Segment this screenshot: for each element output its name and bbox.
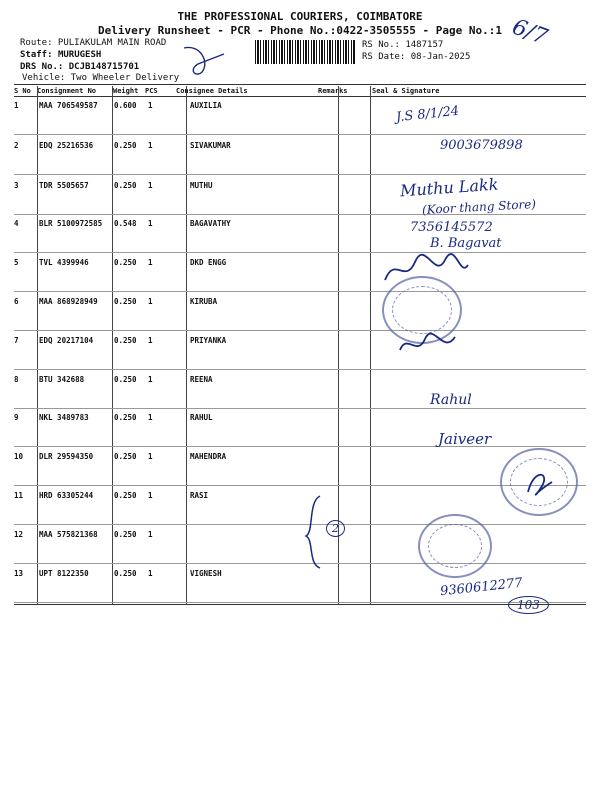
cell-consignment: MAA 575821368	[39, 530, 98, 539]
bracket-mark	[300, 492, 330, 572]
cell-consignment: EDQ 20217104	[39, 336, 94, 345]
cell-weight: 0.548	[114, 219, 137, 228]
cell-weight: 0.250	[114, 375, 137, 384]
cell-consignee: PRIYANKA	[190, 336, 227, 345]
cell-pcs: 1	[148, 452, 153, 461]
staff-line	[20, 50, 101, 60]
cell-consignee: RASI	[190, 491, 209, 500]
cell-consignment: BLR 5100972585	[39, 219, 103, 228]
cell-pcs: 1	[148, 101, 153, 110]
cell-consignee: SIVAKUMAR	[190, 141, 231, 150]
cell-consignment: MAA 706549587	[39, 101, 98, 110]
col-header-consignee: Consignee Details	[176, 87, 248, 95]
col-header-weight: Weight	[113, 87, 139, 95]
col-divider	[112, 86, 113, 604]
corner-annotation: 6/7	[508, 14, 551, 51]
cell-pcs: 1	[148, 491, 153, 500]
cell-weight: 0.250	[114, 530, 137, 539]
cell-sno: 12	[14, 530, 24, 539]
cell-consignee: DKD ENGG	[190, 258, 227, 267]
signature-row-3: Muthu Lakk	[399, 174, 499, 201]
col-divider	[370, 86, 371, 604]
col-header-pcs: PCS	[145, 87, 158, 95]
cell-consignment: DLR 29594350	[39, 452, 94, 461]
col-header-sno: S No	[14, 87, 31, 95]
circled-mark-row-12: 2	[326, 520, 345, 537]
cell-consignee: KIRUBA	[190, 297, 218, 306]
row-divider	[14, 252, 586, 253]
staff-label: Staff:	[20, 50, 53, 60]
cell-consignment: NKL 3489783	[39, 413, 89, 422]
signature-scribble-row-11	[520, 462, 560, 502]
cell-consignee: REENA	[190, 375, 213, 384]
vehicle-text: Vehicle: Two Wheeler Delivery	[22, 73, 180, 83]
row-divider	[14, 369, 586, 370]
col-header-consignment: Consignment No	[37, 87, 97, 95]
row-divider	[14, 291, 586, 292]
cell-consignee: RAHUL	[190, 413, 213, 422]
phone-row-2: 9003679898	[440, 138, 523, 153]
row-divider	[14, 602, 586, 603]
signature-row-1: J.S 8/1/24	[395, 103, 460, 126]
cell-sno: 3	[14, 181, 19, 190]
cell-sno: 11	[14, 491, 24, 500]
signature-row-9: Rahul	[430, 392, 472, 408]
circled-count-row-13: 103	[508, 596, 549, 614]
signature-row-10: Jaiveer	[438, 430, 492, 448]
cell-consignee: VIGNESH	[190, 569, 222, 578]
cell-consignee: MAHENDRA	[190, 452, 227, 461]
cell-pcs: 1	[148, 258, 153, 267]
cell-sno: 9	[14, 413, 19, 422]
cell-consignee: AUXILIA	[190, 101, 222, 110]
company-title: THE PROFESSIONAL COURIERS, COIMBATORE	[177, 10, 423, 23]
col-divider	[37, 86, 38, 604]
cell-sno: 4	[14, 219, 19, 228]
phone-row-4: 7356145572	[410, 220, 493, 235]
cell-weight: 0.250	[114, 141, 137, 150]
table-bottom-rule	[14, 604, 586, 605]
row-divider	[14, 214, 586, 215]
route-text: Route: PULIAKULAM MAIN ROAD	[20, 38, 167, 48]
runsheet-subtitle: Delivery Runsheet - PCR - Phone No.:0422-3505555 - Page No.:1	[98, 24, 502, 37]
barcode	[255, 40, 355, 64]
signature-scribble-row-7	[395, 325, 465, 365]
rs-date: RS Date: 08-Jan-2025	[362, 52, 471, 62]
staff-name: MURUGESH	[57, 50, 102, 60]
cell-consignment: UPT 8122350	[39, 569, 89, 578]
row-divider	[14, 330, 586, 331]
cell-weight: 0.250	[114, 336, 137, 345]
col-header-remarks: Remarks	[318, 87, 348, 95]
note-row-3: (Koor thang Store)	[421, 197, 537, 217]
cell-consignment: MAA 868928949	[39, 297, 98, 306]
cell-weight: 0.600	[114, 101, 137, 110]
cell-weight: 0.250	[114, 258, 137, 267]
seal-stamp	[418, 514, 492, 578]
cell-weight: 0.250	[114, 413, 137, 422]
cell-sno: 7	[14, 336, 19, 345]
row-divider	[14, 174, 586, 175]
cell-sno: 2	[14, 141, 19, 150]
col-divider	[186, 86, 187, 604]
drs-number: DRS No.: DCJB148715701	[20, 62, 140, 72]
cell-consignment: BTU 342688	[39, 375, 85, 384]
table-header-rule	[14, 96, 586, 97]
signature-row-4: B. Bagavat	[430, 236, 502, 251]
cell-pcs: 1	[148, 181, 153, 190]
cell-consignment: EDQ 25216536	[39, 141, 94, 150]
cell-sno: 5	[14, 258, 19, 267]
cell-sno: 8	[14, 375, 19, 384]
cell-sno: 13	[14, 569, 24, 578]
cell-pcs: 1	[148, 219, 153, 228]
cell-consignment: TDR 5505657	[39, 181, 89, 190]
col-header-signature: Seal & Signature	[372, 87, 440, 95]
cell-weight: 0.250	[114, 297, 137, 306]
cell-sno: 6	[14, 297, 19, 306]
rs-number: RS No.: 1487157	[362, 40, 444, 50]
row-divider	[14, 446, 586, 447]
cell-sno: 10	[14, 452, 24, 461]
cell-pcs: 1	[148, 569, 153, 578]
cell-consignee: MUTHU	[190, 181, 213, 190]
header-scribble	[180, 42, 230, 82]
phone-row-13: 9360612277	[439, 575, 524, 600]
cell-weight: 0.250	[114, 452, 137, 461]
table-top-rule	[14, 84, 586, 85]
cell-pcs: 1	[148, 530, 153, 539]
cell-pcs: 1	[148, 375, 153, 384]
cell-pcs: 1	[148, 297, 153, 306]
cell-pcs: 1	[148, 141, 153, 150]
cell-consignee: BAGAVATHY	[190, 219, 231, 228]
cell-pcs: 1	[148, 413, 153, 422]
row-divider	[14, 408, 586, 409]
cell-weight: 0.250	[114, 181, 137, 190]
row-divider	[14, 134, 586, 135]
cell-sno: 1	[14, 101, 19, 110]
cell-consignment: TVL 4399946	[39, 258, 89, 267]
cell-consignment: HRD 63305244	[39, 491, 94, 500]
cell-weight: 0.250	[114, 569, 137, 578]
cell-pcs: 1	[148, 336, 153, 345]
cell-weight: 0.250	[114, 491, 137, 500]
